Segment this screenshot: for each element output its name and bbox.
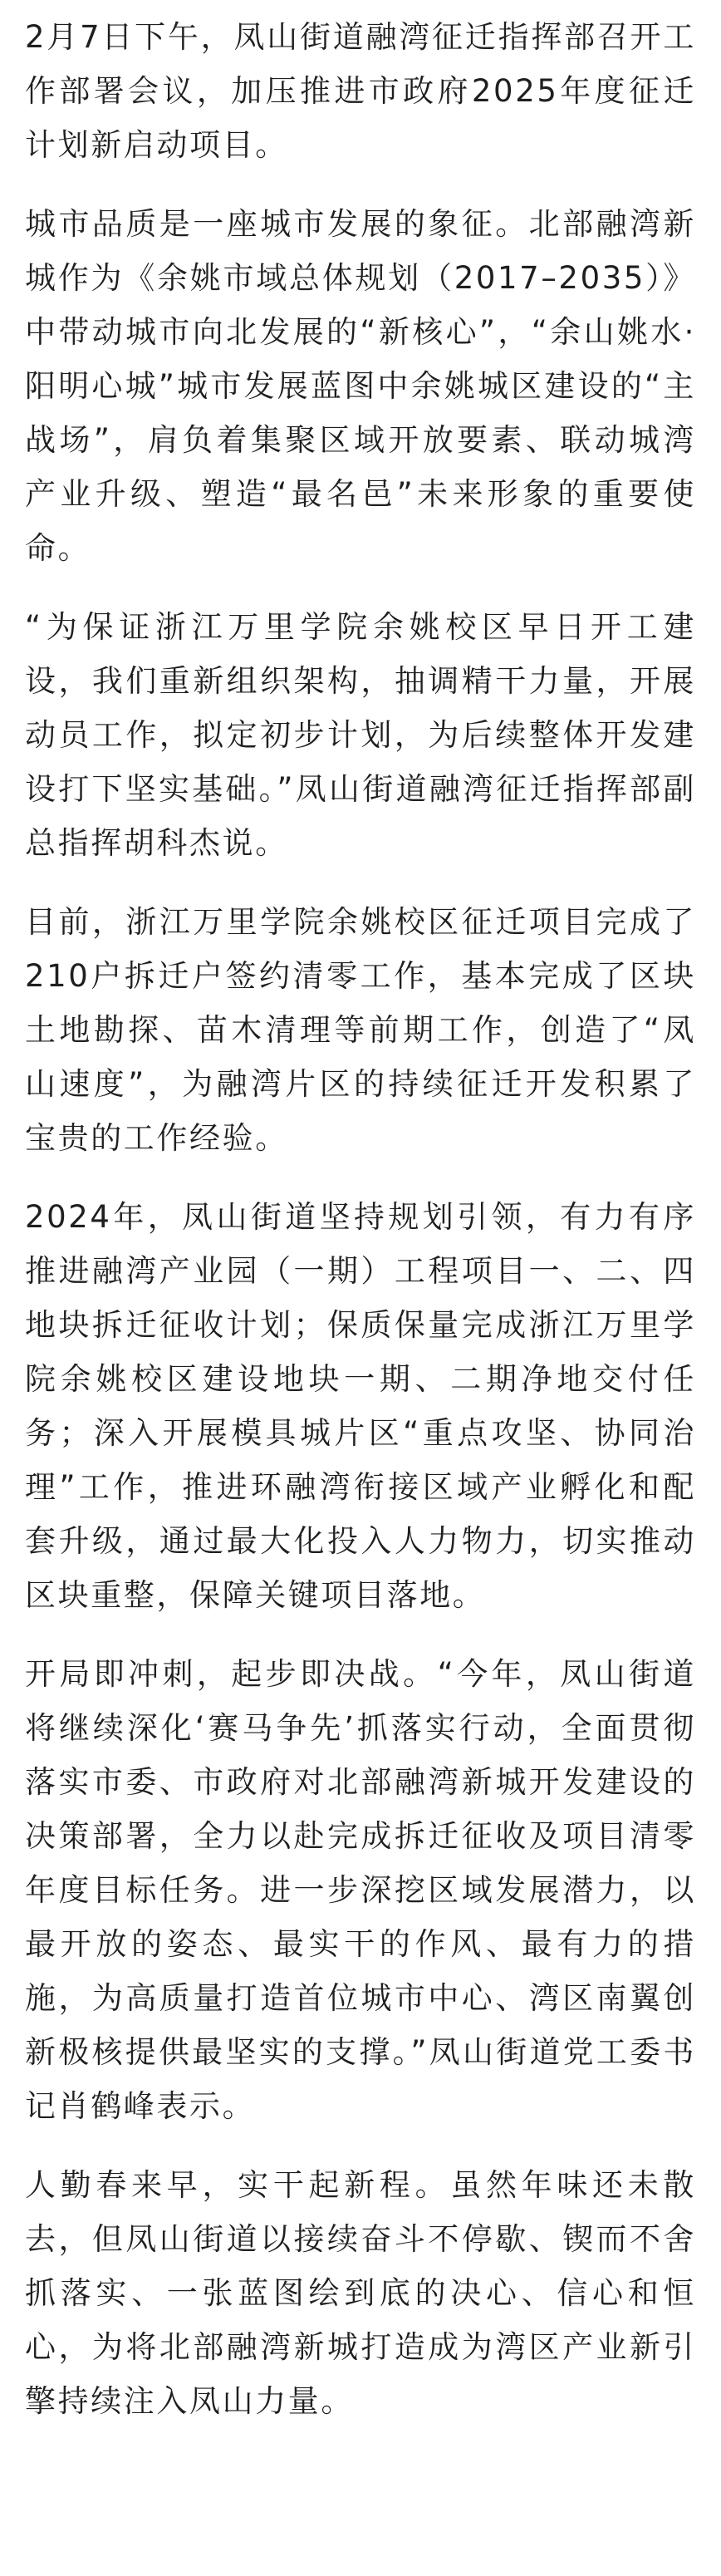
paragraph-quote-hu: “为保证浙江万里学院余姚校区早日开工建设，我们重新组织架构，抽调精干力量，开展动员工作，拟定初步计划，为后续整体开发建设打下坚实基础。”凤山街道融湾征迁指挥部副总指挥胡科杰说。 xyxy=(25,609,696,861)
paragraph-city-quality: 城市品质是一座城市发展的象征。北部融湾新城作为《余姚市域总体规划（2017–2035）》中带动城市向北发展的“新核心”，“余山姚水·阳明心城”城市发展蓝图中余姚城区建设的“主战场”，肩负着集聚区域开放要素、联动城湾产业升级、塑造“最名邑”未来形象的重要使命。 xyxy=(25,206,696,566)
paragraph-2024: 2024年，凤山街道坚持规划引领，有力有序推进融湾产业园（一期）工程项目一、二、四地块拆迁征收计划；保质保量完成浙江万里学院余姚校区建设地块一期、二期净地交付任务；深入开展模具城片区“重点攻坚、协同治理”工作，推进环融湾衔接区域产业孵化和配套升级，通过最大化投入人力物力，切实推动区块重整，保障关键项目落地。 xyxy=(25,1199,696,1613)
paragraph-progress: 目前，浙江万里学院余姚校区征迁项目完成了210户拆迁户签约清零工作，基本完成了区块土地勘探、苗木清理等前期工作，创造了“凤山速度”，为融湾片区的持续征迁开发积累了宝贵的工作经验。 xyxy=(25,904,696,1156)
paragraph-closing: 人勤春来早，实干起新程。虽然年味还未散去，但凤山街道以接续奋斗不停歇、锲而不舍抓落实、一张蓝图绘到底的决心、信心和恒心，为将北部融湾新城打造成为湾区产业新引擎持续注入凤山力量。 xyxy=(25,2167,696,2419)
paragraph-quote-xiao: 开局即冲刺，起步即决战。“今年，凤山街道将继续深化‘赛马争先’抓落实行动，全面贯彻落实市委、市政府对北部融湾新城开发建设的决策部署，全力以赴完成拆迁征收及项目清零年度目标任务。进一步深挖区域发展潜力，以最开放的姿态、最实干的作风、最有力的措施，为高质量打造首位城市中心、湾区南翼创新极核提供最坚实的支撑。”凤山街道党工委书记肖鹤峰表示。 xyxy=(25,1656,696,2124)
paragraph-meeting: 2月7日下午，凤山街道融湾征迁指挥部召开工作部署会议，加压推进市政府2025年度征迁计划新启动项目。 xyxy=(25,19,696,163)
